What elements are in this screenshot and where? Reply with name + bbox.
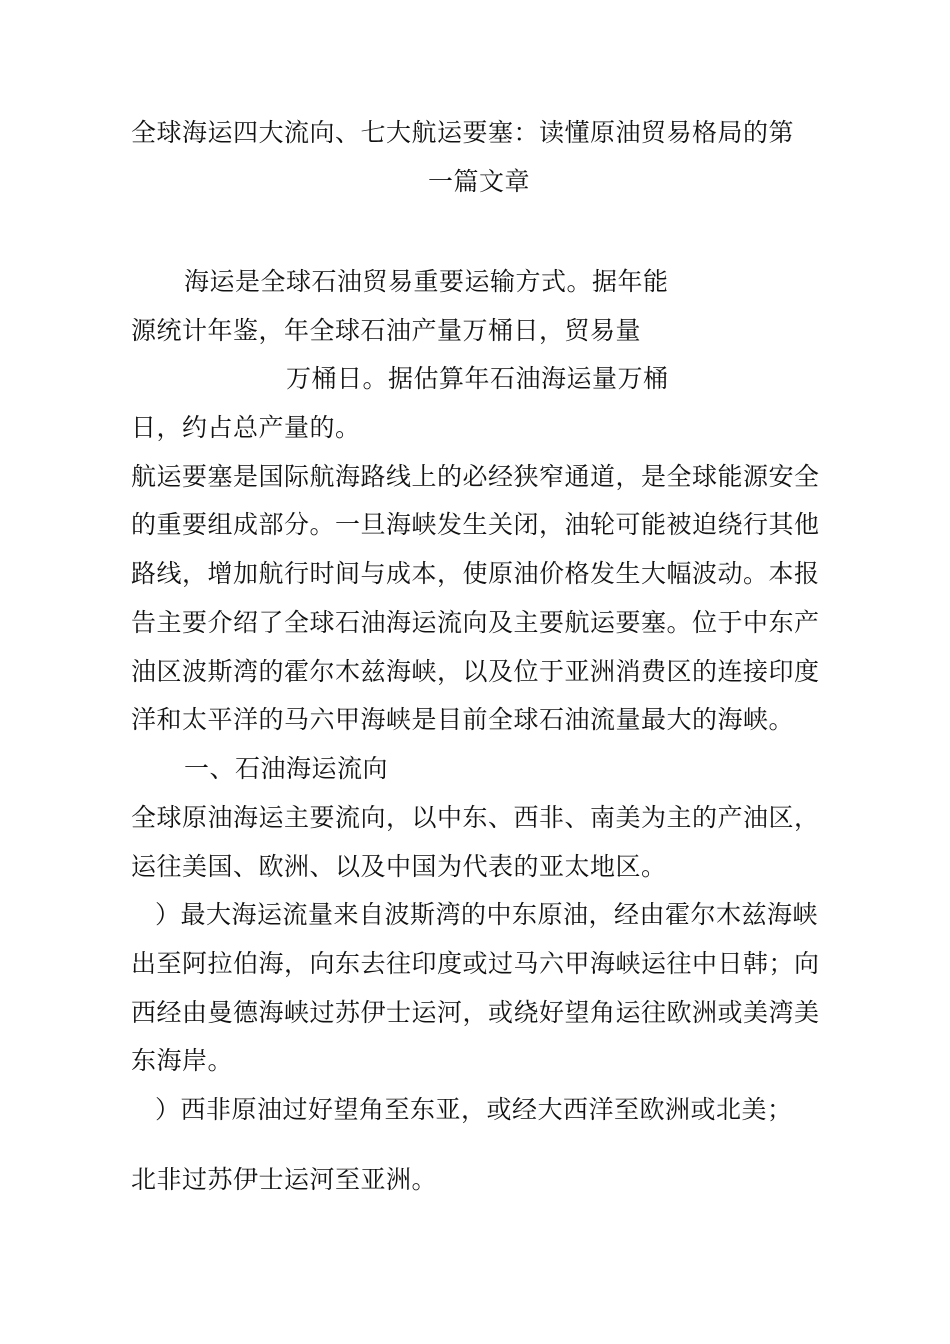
body-line-2: 源统计年鉴，年全球石油产量万桶日，贸易量 xyxy=(131,316,642,345)
body-line-6: 的重要组成部分。一旦海峡发生关闭，油轮可能被迫绕行其他 xyxy=(131,510,820,539)
section-heading: 一、石油海运流向 xyxy=(184,754,389,783)
body-line-16: 西经由曼德海峡过苏伊士运河，或绕好望角运往欧洲或美湾美 xyxy=(131,998,820,1027)
body-line-3: 万桶日。据估算年石油海运量万桶 xyxy=(286,364,669,393)
title-line-1: 全球海运四大流向、七大航运要塞：读懂原油贸易格局的第 xyxy=(131,118,795,147)
body-line-18: ）西非原油过好望角至东亚，或经大西洋至欧洲或北美； xyxy=(155,1095,793,1124)
body-line-8: 告主要介绍了全球石油海运流向及主要航运要塞。位于中东产 xyxy=(131,608,820,637)
body-line-19: 北非过苏伊士运河至亚洲。 xyxy=(131,1165,438,1194)
body-line-7: 路线，增加航行时间与成本，使原油价格发生大幅波动。本报 xyxy=(131,559,820,588)
body-line-13: 运往美国、欧洲、以及中国为代表的亚太地区。 xyxy=(131,852,667,881)
title-line-2: 一篇文章 xyxy=(428,167,531,196)
body-line-1: 海运是全球石油贸易重要运输方式。据年能 xyxy=(184,267,669,296)
body-line-17: 东海岸。 xyxy=(131,1046,234,1075)
body-line-14: ）最大海运流量来自波斯湾的中东原油，经由霍尔木兹海峡 xyxy=(155,900,819,929)
body-line-12: 全球原油海运主要流向，以中东、西非、南美为主的产油区， xyxy=(131,803,820,832)
body-line-9: 油区波斯湾的霍尔木兹海峡，以及位于亚洲消费区的连接印度 xyxy=(131,657,820,686)
body-line-5: 航运要塞是国际航海路线上的必经狭窄通道，是全球能源安全 xyxy=(131,462,820,491)
body-line-4: 日，约占总产量的。 xyxy=(131,413,361,442)
body-line-10: 洋和太平洋的马六甲海峡是目前全球石油流量最大的海峡。 xyxy=(131,705,795,734)
body-line-15: 出至阿拉伯海，向东去往印度或过马六甲海峡运往中日韩；向 xyxy=(131,949,820,978)
